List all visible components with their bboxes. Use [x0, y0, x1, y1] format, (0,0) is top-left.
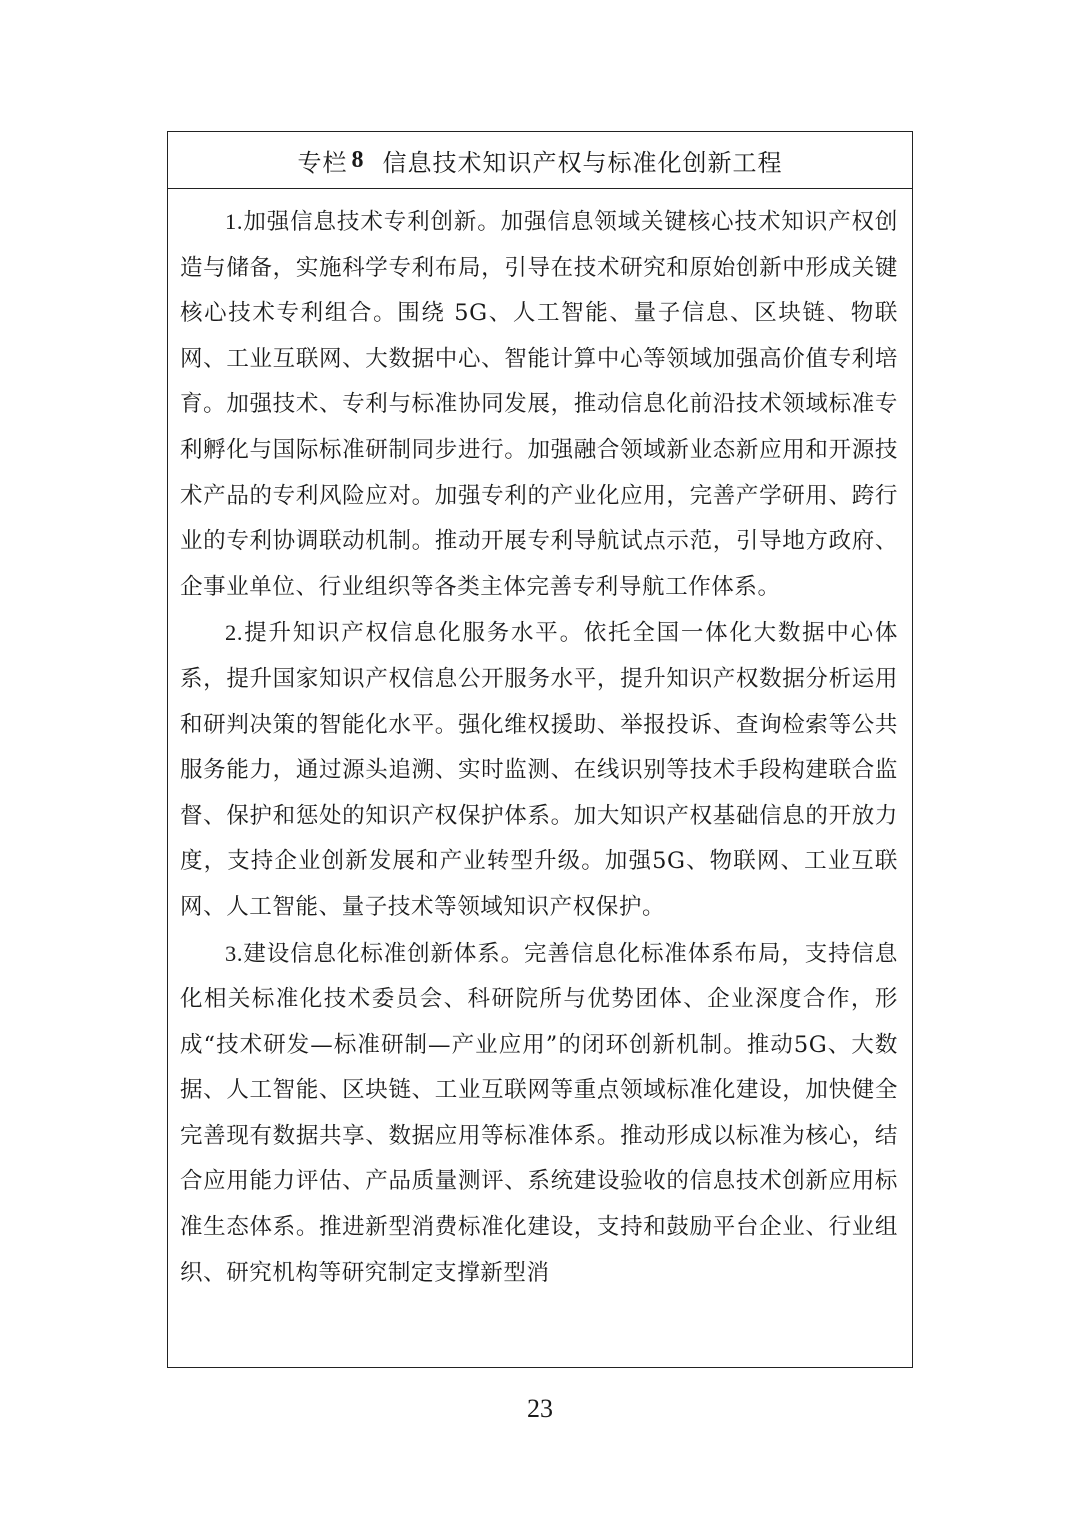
- paragraph-standard-system: [180, 931, 898, 1297]
- paragraph-text: 加强信息技术专利创新。加强信息领域关键核心技术知识产权创造与储备，实施科学专利布局，引导在技术研究和原始创新中形成关键核心技术专利组合。围绕 5G、人工智能、量子信息、区块链、物联网、工业互联网、大数据中心、智能计算中心等领域加强高价值专利培育。加强技术、专利与标准协同发展，推动信息化前沿技术领域标准专利孵化与国际标准研制同步进行。加强融合领域新业态新应用和开源技术产品的专利风险应对。加强专利的产业化应用，完善产学研用、跨行业的专利协调联动机制。推动开展专利导航试点示范，引导地方政府、企事业单位、行业组织等各类主体完善专利导航工作体系。: [180, 209, 898, 600]
- column-title: 信息技术知识产权与标准化创新工程: [382, 148, 783, 177]
- page-number: 23: [527, 1394, 553, 1423]
- column-body: [168, 189, 912, 1296]
- paragraph-ip-informatization: [180, 610, 898, 930]
- paragraph-text: 提升知识产权信息化服务水平。依托全国一体化大数据中心体系，提升国家知识产权信息公开服务水平，提升知识产权数据分析运用和研判决策的智能化水平。强化维权援助、举报投诉、查询检索等公共服务能力，通过源头追溯、实时监测、在线识别等技术手段构建联合监督、保护和惩处的知识产权保护体系。加大知识产权基础信息的开放力度，支持企业创新发展和产业转型升级。加强5G、物联网、工业互联网、人工智能、量子技术等领域知识产权保护。: [180, 620, 898, 920]
- paragraph-number: 3.: [225, 940, 244, 966]
- paragraph-number: 1.: [225, 209, 244, 234]
- paragraph-number: 2.: [225, 620, 244, 646]
- column-label: 专栏: [297, 148, 348, 177]
- paragraph-text: 建设信息化标准创新体系。完善信息化标准体系布局，支持信息化相关标准化技术委员会、科研院所与优势团体、企业深度合作，形成“技术研发—标准研制—产业应用”的闭环创新机制。推动5G、大数据、人工智能、区块链、工业互联网等重点领域标准化建设，加快健全完善现有数据共享、数据应用等标准体系。推动形成以标准为核心，结合应用能力评估、产品质量测评、系统建设验收的信息技术创新应用标准生态体系。推进新型消费标准化建设，支持和鼓励平台企业、行业组织、研究机构等研究制定支撑新型消: [180, 940, 898, 1286]
- paragraph-patent-innovation: [180, 199, 898, 610]
- column-box: [167, 131, 913, 1368]
- column-header: [168, 132, 912, 189]
- column-number: 8: [351, 146, 365, 173]
